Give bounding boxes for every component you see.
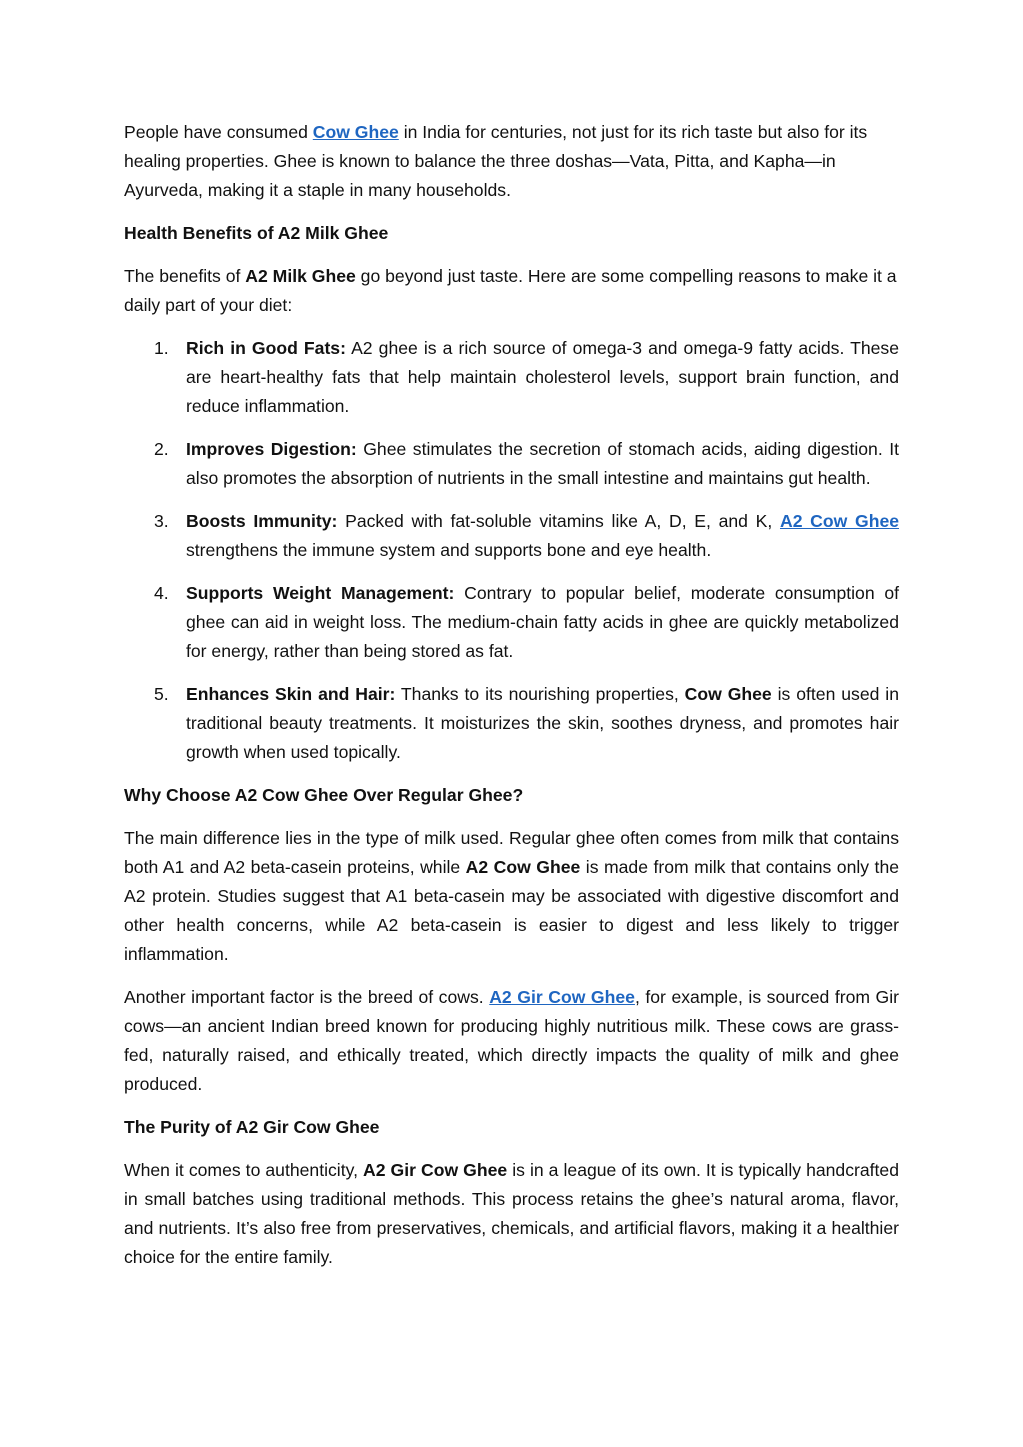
list-item xyxy=(124,579,899,666)
item-title: Boosts Immunity: xyxy=(186,511,338,531)
intro-text-2: in India for centuries, not just for its rich taste but also for its healing properties. Ghee is known to balance the three doshas—Vata, Pitta, and Kapha—in Ayurveda, making it a staple in many households. xyxy=(124,122,868,200)
para-text-2: , for example, is sourced from Gir cows—an ancient Indian breed known for producing highly nutritious milk. These cows are grass-fed, naturally raised, and ethically treated, which directly impacts the quality of milk and ghee produced. xyxy=(124,987,900,1094)
list-item xyxy=(124,334,899,421)
item-number: 2. xyxy=(154,439,169,459)
purity-paragraph xyxy=(124,1156,899,1272)
item-title: Rich in Good Fats: xyxy=(186,338,346,358)
cow-ghee-link[interactable]: Cow Ghee xyxy=(312,122,399,142)
lead-text: The benefits of xyxy=(124,266,246,286)
para-text-2: is made from milk that contains only the A2 protein. Studies suggest that A1 beta-casein may be associated with digestive discomfort and other health concerns, while A2 beta-casein is easier to digest and less likely to trigger inflammation. xyxy=(124,857,900,964)
intro-paragraph xyxy=(124,118,899,205)
list-item xyxy=(124,435,899,493)
item-text-2: is often used in traditional beauty treatments. It moisturizes the skin, soothes dryness, and promotes hair growth when used topically. xyxy=(186,684,899,762)
a2-cow-ghee-link[interactable]: A2 Cow Ghee xyxy=(779,511,900,531)
item-title: Enhances Skin and Hair: xyxy=(186,684,396,704)
lead-bold: A2 Milk Ghee xyxy=(245,266,356,286)
item-text: A2 ghee is a rich source of omega-3 and omega-9 fatty acids. These are heart-healthy fats that help maintain cholesterol levels, support brain function, and reduce inflammation. xyxy=(186,338,900,416)
section-heading-health-benefits: Health Benefits of A2 Milk Ghee xyxy=(124,223,389,243)
lead-text-2: go beyond just taste. Here are some compelling reasons to make it a daily part of your diet: xyxy=(124,266,897,315)
para-bold: A2 Cow Ghee xyxy=(465,857,581,877)
item-title: Improves Digestion: xyxy=(186,439,357,459)
para-text: The main difference lies in the type of milk used. Regular ghee often comes from milk that contains both A1 and A2 beta-casein proteins, while xyxy=(124,828,899,877)
item-text: Ghee stimulates the secretion of stomach acids, aiding digestion. It also promotes the absorption of nutrients in the small intestine and maintains gut health. xyxy=(186,439,899,488)
item-text: Packed with fat-soluble vitamins like A, D, E, and K, xyxy=(337,511,780,531)
a2-gir-cow-ghee-link[interactable]: A2 Gir Cow Ghee xyxy=(489,987,635,1007)
section-heading-purity: The Purity of A2 Gir Cow Ghee xyxy=(124,1117,380,1137)
item-number: 4. xyxy=(154,583,169,603)
para-text-2: is in a league of its own. It is typically handcrafted in small batches using traditional methods. This process retains the ghee’s natural aroma, flavor, and nutrients. It’s also free from preservatives, chemicals, and artificial flavors, making it a healthier choice for the entire family. xyxy=(124,1160,899,1267)
list-item xyxy=(124,507,899,565)
benefits-list xyxy=(124,334,899,767)
intro-text: People have consumed xyxy=(124,122,313,142)
benefits-lead-paragraph xyxy=(124,262,899,320)
item-text: Thanks to its nourishing properties, xyxy=(395,684,685,704)
item-number: 3. xyxy=(154,511,169,531)
item-bold: Cow Ghee xyxy=(684,684,772,704)
list-item xyxy=(124,680,899,767)
item-title: Supports Weight Management: xyxy=(186,583,455,603)
breed-paragraph xyxy=(124,983,899,1099)
difference-paragraph xyxy=(124,824,899,969)
item-number: 1. xyxy=(154,338,169,358)
para-text: Another important factor is the breed of cows. xyxy=(124,987,490,1007)
item-text-2: strengthens the immune system and supports bone and eye health. xyxy=(186,540,712,560)
section-heading-why-choose: Why Choose A2 Cow Ghee Over Regular Ghee? xyxy=(124,785,524,805)
item-number: 5. xyxy=(154,684,169,704)
item-text: Contrary to popular belief, moderate consumption of ghee can aid in weight loss. The medium-chain fatty acids in ghee are quickly metabolized for energy, rather than being stored as fat. xyxy=(186,583,900,661)
para-text: When it comes to authenticity, xyxy=(124,1160,364,1180)
para-bold: A2 Gir Cow Ghee xyxy=(363,1160,508,1180)
